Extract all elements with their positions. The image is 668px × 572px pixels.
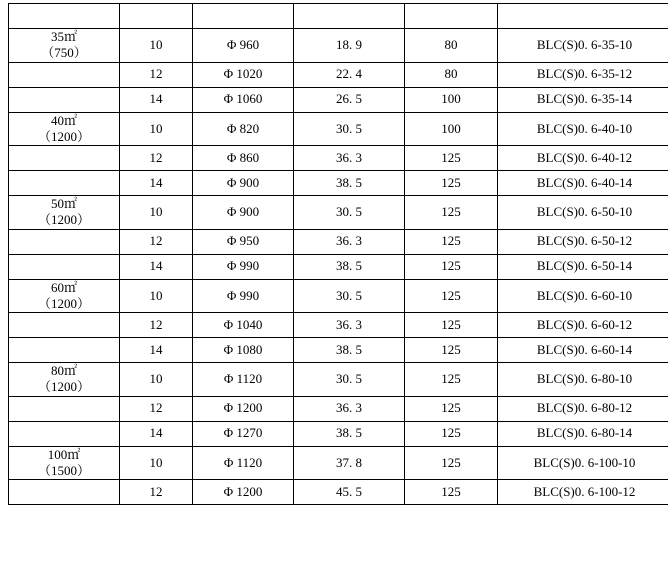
cell-model: BLC(S)0. 6-80-10 [498, 363, 668, 397]
cell-bags: 12 [120, 480, 193, 505]
cell-bags: 14 [120, 171, 193, 196]
cell-weight: 36. 3 [294, 146, 405, 171]
cell-diameter: Φ 1270 [193, 421, 294, 446]
specification-table [8, 3, 668, 505]
cell-bags: 14 [120, 254, 193, 279]
cell-area [9, 421, 120, 446]
table-row [9, 396, 668, 421]
area-subvalue: （1200） [9, 129, 119, 145]
area-subvalue: （1200） [9, 296, 119, 312]
cell-power: 125 [405, 196, 498, 230]
cell-bags: 12 [120, 313, 193, 338]
cell-model: BLC(S)0. 6-80-12 [498, 396, 668, 421]
cell-bags: 12 [120, 229, 193, 254]
cell-weight: 37. 8 [294, 446, 405, 480]
cell-diameter: Φ 1120 [193, 446, 294, 480]
header-cell-weight [294, 4, 405, 29]
cell-bags: 10 [120, 29, 193, 63]
cell-bags: 14 [120, 87, 193, 112]
table-header-row [9, 4, 668, 29]
cell-model: BLC(S)0. 6-100-10 [498, 446, 668, 480]
cell-weight: 38. 5 [294, 171, 405, 196]
cell-diameter: Φ 900 [193, 171, 294, 196]
cell-model: BLC(S)0. 6-80-14 [498, 421, 668, 446]
cell-model: BLC(S)0. 6-60-10 [498, 279, 668, 313]
cell-model: BLC(S)0. 6-50-10 [498, 196, 668, 230]
cell-area [9, 313, 120, 338]
table-row [9, 196, 668, 230]
cell-power: 125 [405, 363, 498, 397]
cell-area [9, 62, 120, 87]
cell-model: BLC(S)0. 6-100-12 [498, 480, 668, 505]
cell-weight: 45. 5 [294, 480, 405, 505]
cell-area [9, 112, 120, 146]
cell-model: BLC(S)0. 6-40-14 [498, 171, 668, 196]
cell-weight: 38. 5 [294, 254, 405, 279]
cell-diameter: Φ 1080 [193, 338, 294, 363]
cell-area [9, 279, 120, 313]
cell-bags: 12 [120, 146, 193, 171]
table-row [9, 112, 668, 146]
cell-power: 125 [405, 446, 498, 480]
cell-area [9, 396, 120, 421]
cell-area [9, 29, 120, 63]
cell-power: 125 [405, 338, 498, 363]
table-row [9, 338, 668, 363]
cell-model: BLC(S)0. 6-50-14 [498, 254, 668, 279]
cell-diameter: Φ 950 [193, 229, 294, 254]
cell-bags: 10 [120, 196, 193, 230]
header-cell-bags [120, 4, 193, 29]
cell-power: 125 [405, 171, 498, 196]
header-cell-area [9, 4, 120, 29]
cell-weight: 30. 5 [294, 196, 405, 230]
cell-bags: 10 [120, 446, 193, 480]
cell-weight: 38. 5 [294, 421, 405, 446]
table-row [9, 29, 668, 63]
area-value: 50㎡ [51, 196, 77, 211]
cell-area [9, 480, 120, 505]
table-row [9, 446, 668, 480]
cell-model: BLC(S)0. 6-60-12 [498, 313, 668, 338]
cell-diameter: Φ 1120 [193, 363, 294, 397]
cell-weight: 30. 5 [294, 279, 405, 313]
cell-model: BLC(S)0. 6-50-12 [498, 229, 668, 254]
table-row [9, 279, 668, 313]
table-row [9, 229, 668, 254]
cell-power: 125 [405, 396, 498, 421]
cell-bags: 12 [120, 396, 193, 421]
header-cell-power [405, 4, 498, 29]
cell-weight: 36. 3 [294, 396, 405, 421]
header-cell-diameter [193, 4, 294, 29]
cell-area [9, 363, 120, 397]
cell-weight: 26. 5 [294, 87, 405, 112]
cell-weight: 18. 9 [294, 29, 405, 63]
cell-area [9, 338, 120, 363]
cell-diameter: Φ 820 [193, 112, 294, 146]
cell-power: 125 [405, 279, 498, 313]
cell-power: 80 [405, 62, 498, 87]
cell-bags: 14 [120, 338, 193, 363]
cell-model: BLC(S)0. 6-35-10 [498, 29, 668, 63]
cell-power: 125 [405, 480, 498, 505]
cell-power: 125 [405, 421, 498, 446]
table-row [9, 363, 668, 397]
cell-weight: 36. 3 [294, 229, 405, 254]
cell-area [9, 446, 120, 480]
table-row [9, 146, 668, 171]
area-subvalue: （1200） [9, 379, 119, 395]
cell-diameter: Φ 1060 [193, 87, 294, 112]
table-row [9, 62, 668, 87]
table-row [9, 254, 668, 279]
cell-diameter: Φ 900 [193, 196, 294, 230]
cell-diameter: Φ 1020 [193, 62, 294, 87]
area-subvalue: （1500） [9, 463, 119, 479]
area-subvalue: （1200） [9, 212, 119, 228]
cell-area [9, 171, 120, 196]
table-row [9, 87, 668, 112]
cell-diameter: Φ 960 [193, 29, 294, 63]
area-value: 40㎡ [51, 113, 77, 128]
cell-power: 125 [405, 229, 498, 254]
cell-model: BLC(S)0. 6-35-12 [498, 62, 668, 87]
cell-bags: 12 [120, 62, 193, 87]
cell-diameter: Φ 1040 [193, 313, 294, 338]
cell-diameter: Φ 1200 [193, 480, 294, 505]
table-row [9, 421, 668, 446]
cell-bags: 14 [120, 421, 193, 446]
cell-weight: 30. 5 [294, 363, 405, 397]
cell-area [9, 254, 120, 279]
cell-power: 125 [405, 254, 498, 279]
cell-weight: 38. 5 [294, 338, 405, 363]
cell-model: BLC(S)0. 6-35-14 [498, 87, 668, 112]
cell-model: BLC(S)0. 6-40-10 [498, 112, 668, 146]
area-subvalue: （750） [9, 45, 119, 61]
cell-diameter: Φ 860 [193, 146, 294, 171]
cell-area [9, 87, 120, 112]
table-row [9, 313, 668, 338]
cell-diameter: Φ 990 [193, 254, 294, 279]
cell-bags: 10 [120, 112, 193, 146]
cell-area [9, 196, 120, 230]
cell-bags: 10 [120, 279, 193, 313]
header-cell-model [498, 4, 668, 29]
cell-power: 125 [405, 146, 498, 171]
cell-model: BLC(S)0. 6-60-14 [498, 338, 668, 363]
cell-power: 100 [405, 87, 498, 112]
cell-area [9, 146, 120, 171]
cell-power: 80 [405, 29, 498, 63]
cell-area [9, 229, 120, 254]
table-row [9, 480, 668, 505]
table-body [9, 4, 668, 505]
cell-weight: 22. 4 [294, 62, 405, 87]
area-value: 60㎡ [51, 280, 77, 295]
cell-model: BLC(S)0. 6-40-12 [498, 146, 668, 171]
area-value: 35㎡ [51, 29, 77, 44]
cell-weight: 36. 3 [294, 313, 405, 338]
area-value: 80㎡ [51, 363, 77, 378]
cell-weight: 30. 5 [294, 112, 405, 146]
cell-diameter: Φ 990 [193, 279, 294, 313]
area-value: 100㎡ [48, 447, 81, 462]
cell-bags: 10 [120, 363, 193, 397]
cell-power: 125 [405, 313, 498, 338]
cell-power: 100 [405, 112, 498, 146]
cell-diameter: Φ 1200 [193, 396, 294, 421]
table-row [9, 171, 668, 196]
